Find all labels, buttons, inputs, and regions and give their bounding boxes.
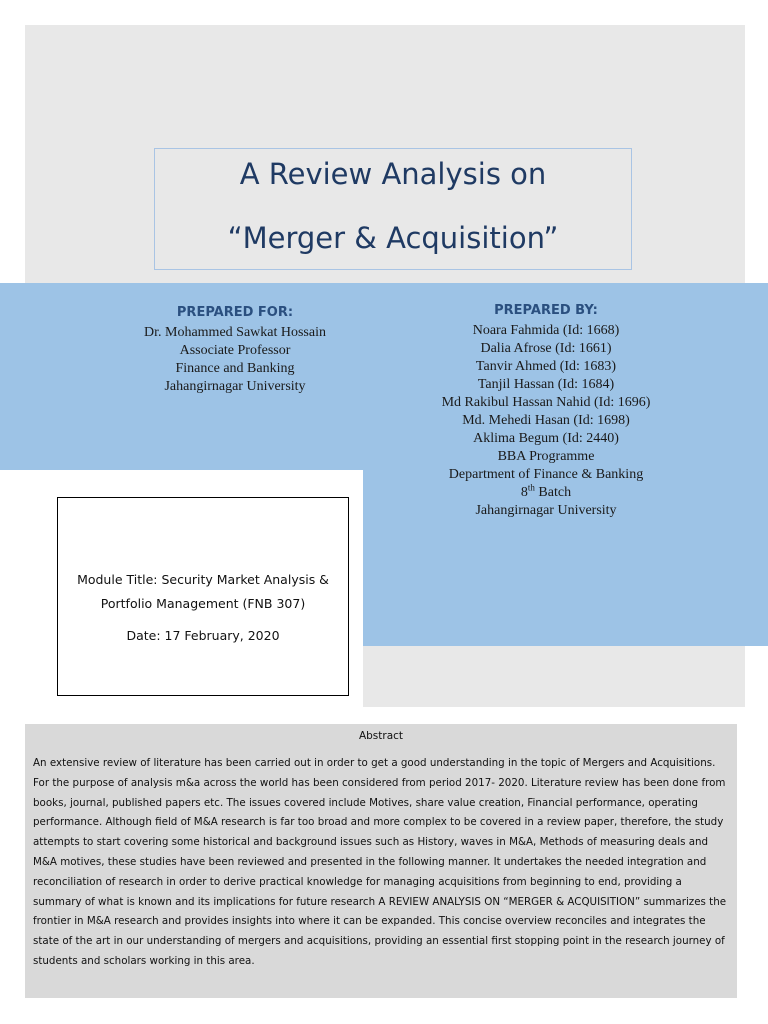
member-item: Aklima Begum (Id: 2440)	[473, 431, 619, 446]
supervisor-department: Finance and Banking	[175, 361, 295, 376]
member-item: Noara Fahmida (Id: 1668)	[472, 323, 620, 338]
prepared-by-heading: PREPARED BY:	[494, 303, 598, 318]
module-title: Module Title: Security Market Analysis & Portfolio Management (FNB 307)	[77, 572, 329, 611]
abstract-panel	[25, 724, 737, 998]
supervisor-name: Dr. Mohammed Sawkat Hossain	[144, 325, 326, 340]
abstract-heading: Abstract	[358, 730, 404, 742]
prepared-for-heading: PREPARED FOR:	[176, 305, 294, 320]
member-item: Tanvir Ahmed (Id: 1683)	[475, 359, 617, 374]
grey-strip	[363, 646, 745, 707]
batch	[380, 484, 712, 502]
supervisor-university: Jahangirnagar University	[164, 379, 306, 394]
member-item: Dalia Afrose (Id: 1661)	[480, 341, 612, 356]
programme: BBA Programme	[497, 449, 595, 464]
member-item: Md Rakibul Hassan Nahid (Id: 1696)	[441, 395, 651, 410]
department: Department of Finance & Banking	[448, 467, 644, 482]
title-line-1: A Review Analysis on	[239, 157, 547, 191]
title-box	[154, 148, 632, 270]
module-box	[57, 497, 349, 696]
title-line-2: “Merger & Acquisition”	[227, 221, 559, 255]
member-item: Tanjil Hassan (Id: 1684)	[477, 377, 615, 392]
university: Jahangirnagar University	[475, 503, 617, 518]
batch-suffix: th	[527, 482, 535, 493]
member-item: Md. Mehedi Hasan (Id: 1698)	[462, 413, 630, 428]
prepared-by-section	[380, 302, 712, 520]
batch-number: 8	[520, 485, 528, 500]
batch-word: Batch	[538, 485, 572, 500]
prepared-for-section	[90, 304, 380, 396]
supervisor-title: Associate Professor	[179, 343, 291, 358]
module-date: Date: 17 February, 2020	[126, 628, 280, 643]
abstract-body: An extensive review of literature has been carried out in order to get a good understanding in the topic of Mergers and Acquisitions. For the purpose of analysis m&a across the world has been considered from period 2017- 2020. Literature review has been done from books, journal, published papers etc. The issues covered include Motives, share value creation, Financial performance, operating performance. Although field of M&A research is far too broad and more complex to be covered in a review paper, therefore, the study attempts to start covering some historical and background issues such as History, waves in M&A, Methods of measuring deals and M&A motives, these studies have been reviewed and presented in the following manner. It undertakes the needed integration and reconciliation of research in order to derive practical knowledge for managing acquisitions from beginning to end, providing a summary of what is known and its implications for future research A REVIEW ANALYSIS ON “MERGER & ACQUISITION” summarizes the frontier in M&A research and provides insights into where it can be expanded. This concise overview reconciles and integrates the state of the art in our understanding of mergers and acquisitions, providing an essential first stopping point in the research journey of students and scholars working in this area.	[33, 757, 727, 967]
